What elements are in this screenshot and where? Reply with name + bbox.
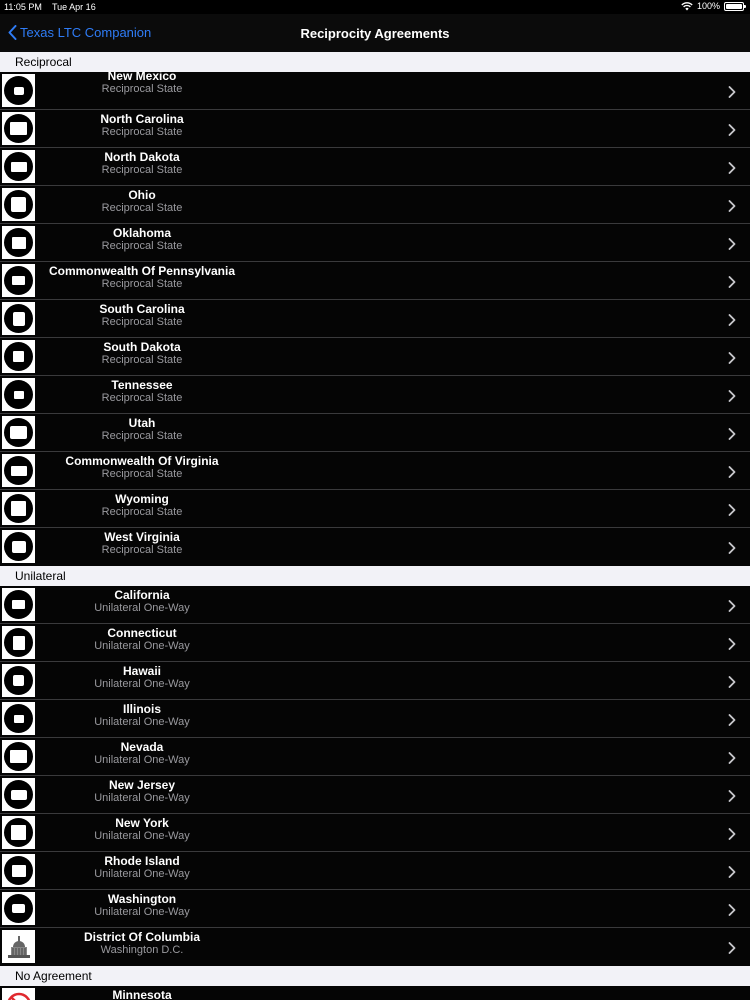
state-silhouette-icon [2, 588, 35, 621]
list-item-title: Wyoming [115, 492, 169, 506]
list-item-title: Hawaii [122, 664, 161, 678]
state-silhouette-icon [2, 264, 35, 297]
list-item-text [42, 665, 242, 690]
list-item-subtitle: Reciprocal State [101, 202, 183, 214]
chevron-right-icon [728, 504, 736, 516]
list-item-text [42, 455, 242, 480]
section-header-unilateral: Unilateral [0, 566, 750, 586]
state-silhouette-icon [2, 150, 35, 183]
list-item-text [42, 893, 242, 918]
state-silhouette-icon [2, 226, 35, 259]
disclosure-chevron [728, 675, 736, 693]
list-item[interactable] [0, 662, 750, 700]
disclosure-chevron [728, 865, 736, 883]
disclosure-chevron [728, 541, 736, 559]
list-item-subtitle: Reciprocal State [101, 354, 183, 366]
section-header-no-agreement: No Agreement [0, 966, 750, 986]
list-item-subtitle: Washington D.C. [100, 944, 184, 956]
list-item-title: West Virginia [104, 530, 180, 544]
list-item-title: South Dakota [103, 340, 181, 354]
list-item[interactable] [0, 490, 750, 528]
list-item-text [42, 741, 242, 766]
list-item[interactable] [0, 776, 750, 814]
list-item[interactable] [0, 338, 750, 376]
list-item[interactable] [0, 700, 750, 738]
disclosure-chevron [728, 85, 736, 103]
list-item-subtitle: Reciprocal State [101, 83, 183, 95]
status-date: Tue Apr 16 [52, 2, 96, 12]
list-item-text [42, 189, 242, 214]
list-item-text [42, 531, 242, 556]
disclosure-chevron [728, 903, 736, 921]
page-title: Reciprocity Agreements [300, 26, 450, 41]
state-silhouette-icon [2, 626, 35, 659]
list-item-text [42, 627, 242, 652]
chevron-right-icon [728, 390, 736, 402]
list-item[interactable] [0, 890, 750, 928]
list-item-title: Commonwealth Of Pennsylvania [48, 264, 236, 278]
list-item-title: California [114, 588, 170, 602]
state-silhouette-icon [2, 854, 35, 887]
list-item-text [42, 303, 242, 328]
list-item-subtitle: Reciprocal State [101, 392, 183, 404]
list-item-subtitle: Reciprocal State [101, 506, 183, 518]
list-item-text [42, 589, 242, 614]
list-item-text [42, 113, 242, 138]
disclosure-chevron [728, 465, 736, 483]
disclosure-chevron [728, 389, 736, 407]
chevron-right-icon [728, 866, 736, 878]
list-item-text [42, 817, 242, 842]
state-silhouette-icon [2, 530, 35, 563]
list-item-text [42, 779, 242, 804]
chevron-right-icon [728, 790, 736, 802]
chevron-right-icon [728, 466, 736, 478]
navigation-bar [0, 14, 750, 52]
chevron-right-icon [728, 600, 736, 612]
chevron-right-icon [728, 714, 736, 726]
list-item-text [42, 265, 242, 290]
section-header-reciprocal: Reciprocal [0, 52, 750, 72]
list-item-subtitle: Reciprocal State [101, 316, 183, 328]
chevron-right-icon [728, 638, 736, 650]
status-time: 11:05 PM [4, 2, 42, 12]
chevron-right-icon [728, 276, 736, 288]
list-item[interactable] [0, 452, 750, 490]
list-item[interactable] [0, 69, 750, 110]
list-item[interactable] [0, 224, 750, 262]
state-silhouette-icon [2, 416, 35, 449]
disclosure-chevron [728, 123, 736, 141]
list-item-title: Tennessee [111, 378, 173, 392]
chevron-right-icon [728, 942, 736, 954]
list-item-text [42, 989, 242, 1000]
disclosure-chevron [728, 941, 736, 959]
battery-icon [724, 2, 744, 11]
chevron-right-icon [728, 200, 736, 212]
disclosure-chevron [728, 275, 736, 293]
battery-percent: 100% [696, 1, 720, 11]
prohibited-icon [2, 988, 35, 1000]
chevron-right-icon [728, 162, 736, 174]
list-item-title: Oklahoma [112, 226, 172, 240]
list-item-title: New Mexico [107, 69, 177, 83]
disclosure-chevron [728, 713, 736, 731]
state-silhouette-icon [2, 112, 35, 145]
list-item-subtitle: Unilateral One-Way [94, 868, 190, 880]
chevron-right-icon [728, 428, 736, 440]
list-item[interactable] [0, 414, 750, 452]
disclosure-chevron [728, 313, 736, 331]
state-silhouette-icon [2, 302, 35, 335]
state-silhouette-icon [2, 492, 35, 525]
state-silhouette-icon [2, 892, 35, 925]
back-button-label: Texas LTC Companion [20, 25, 152, 40]
chevron-right-icon [728, 238, 736, 250]
disclosure-chevron [728, 789, 736, 807]
chevron-right-icon [728, 676, 736, 688]
disclosure-chevron [728, 503, 736, 521]
disclosure-chevron [728, 351, 736, 369]
list-item-subtitle: Reciprocal State [101, 126, 183, 138]
list-item-title: Washington [107, 892, 177, 906]
list-item[interactable] [0, 986, 750, 1000]
disclosure-chevron [728, 237, 736, 255]
list-item-text [42, 417, 242, 442]
list-item-text [42, 151, 242, 176]
list-item[interactable] [0, 148, 750, 186]
agreements-list[interactable] [0, 52, 750, 1000]
chevron-right-icon [728, 542, 736, 554]
status-bar [0, 0, 750, 14]
capitol-icon [2, 930, 35, 963]
wifi-icon [681, 2, 693, 11]
state-silhouette-icon [2, 740, 35, 773]
disclosure-chevron [728, 427, 736, 445]
list-item-subtitle: Reciprocal State [101, 164, 183, 176]
chevron-right-icon [728, 314, 736, 326]
list-item-title: District Of Columbia [83, 930, 200, 944]
list-item[interactable] [0, 624, 750, 662]
state-silhouette-icon [2, 74, 35, 107]
list-item-subtitle: Reciprocal State [101, 544, 183, 556]
list-item-text [42, 341, 242, 366]
disclosure-chevron [728, 637, 736, 655]
chevron-right-icon [728, 828, 736, 840]
list-item-title: New York [115, 816, 169, 830]
list-item-subtitle: Unilateral One-Way [94, 754, 190, 766]
chevron-right-icon [728, 124, 736, 136]
chevron-right-icon [728, 904, 736, 916]
list-item-title: Illinois [122, 702, 161, 716]
state-silhouette-icon [2, 664, 35, 697]
state-silhouette-icon [2, 702, 35, 735]
list-item-subtitle: Reciprocal State [101, 240, 183, 252]
list-item-subtitle: Reciprocal State [101, 430, 183, 442]
state-silhouette-icon [2, 454, 35, 487]
list-item-title: Ohio [128, 188, 156, 202]
list-item-title: North Carolina [100, 112, 184, 126]
list-item-text [42, 493, 242, 518]
list-item-subtitle: Unilateral One-Way [94, 602, 190, 614]
list-item[interactable] [0, 376, 750, 414]
chevron-right-icon [728, 752, 736, 764]
status-right [681, 1, 744, 11]
list-item-title: New Jersey [108, 778, 176, 792]
list-item-text [42, 227, 242, 252]
state-silhouette-icon [2, 340, 35, 373]
state-silhouette-icon [2, 778, 35, 811]
list-item-subtitle: Unilateral One-Way [94, 830, 190, 842]
list-item[interactable] [0, 928, 750, 966]
list-item[interactable] [0, 814, 750, 852]
chevron-right-icon [728, 86, 736, 98]
list-item[interactable] [0, 186, 750, 224]
list-item[interactable] [0, 738, 750, 776]
list-item-title: Connecticut [107, 626, 177, 640]
list-item-title: Utah [128, 416, 156, 430]
list-item-title: Nevada [120, 740, 164, 754]
disclosure-chevron [728, 751, 736, 769]
list-item-title: North Dakota [104, 150, 180, 164]
list-item-subtitle: Reciprocal State [101, 278, 183, 290]
list-item-subtitle: Unilateral One-Way [94, 640, 190, 652]
list-item-subtitle: Unilateral One-Way [94, 716, 190, 728]
list-item-title: Rhode Island [104, 854, 180, 868]
list-item-subtitle: Unilateral One-Way [94, 792, 190, 804]
list-item[interactable] [0, 110, 750, 148]
list-item-text [42, 703, 242, 728]
disclosure-chevron [728, 161, 736, 179]
list-item-title: Minnesota [112, 988, 172, 1000]
list-item-text [42, 379, 242, 404]
list-item-text [42, 70, 242, 95]
state-silhouette-icon [2, 188, 35, 221]
chevron-right-icon [728, 352, 736, 364]
disclosure-chevron [728, 599, 736, 617]
disclosure-chevron [728, 827, 736, 845]
state-silhouette-icon [2, 378, 35, 411]
list-item-subtitle: Unilateral One-Way [94, 678, 190, 690]
list-item[interactable] [0, 300, 750, 338]
list-item-subtitle: Unilateral One-Way [94, 906, 190, 918]
list-item-text [42, 931, 242, 956]
list-item[interactable] [0, 528, 750, 566]
list-item-title: Commonwealth Of Virginia [65, 454, 219, 468]
list-item[interactable] [0, 852, 750, 890]
list-item-subtitle: Reciprocal State [101, 468, 183, 480]
list-item[interactable] [0, 586, 750, 624]
list-item-text [42, 855, 242, 880]
state-silhouette-icon [2, 816, 35, 849]
list-item-title: South Carolina [99, 302, 185, 316]
disclosure-chevron [728, 199, 736, 217]
list-item[interactable] [0, 262, 750, 300]
